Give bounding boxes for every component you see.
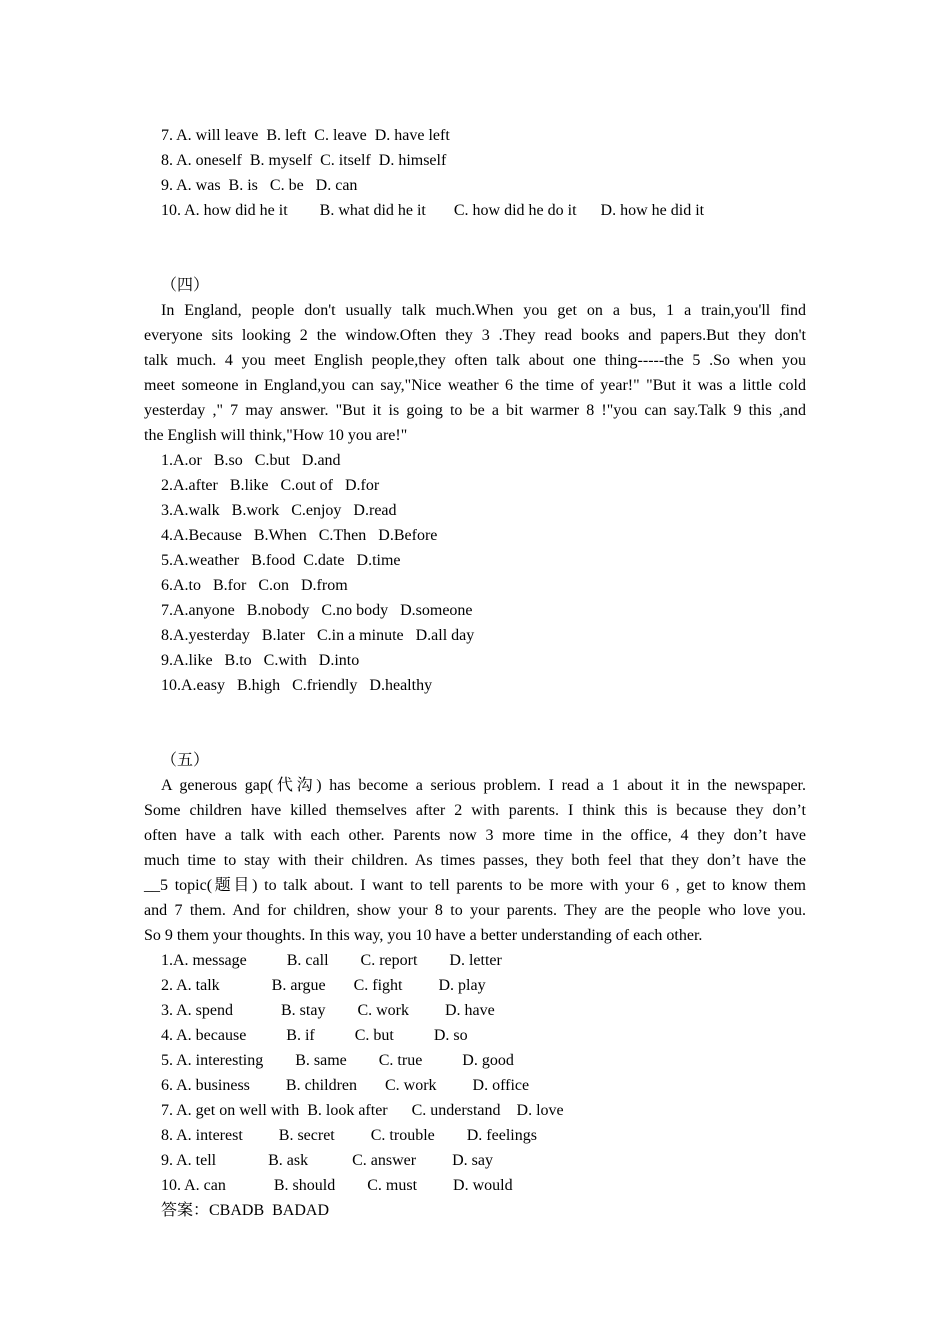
spacer [144, 223, 806, 273]
option-item: 8.A.yesterday B.later C.in a minute D.all day [161, 627, 475, 644]
option-item: 2. A. talk B. argue C. fight D. play [161, 977, 486, 994]
passage-line: talk much. 4 you meet English people,they often talk about one thing-----the 5 .So when you [144, 352, 806, 369]
option-item: 3.A.walk B.work C.enjoy D.read [161, 502, 397, 519]
option-item: 4. A. because B. if C. but D. so [161, 1027, 468, 1044]
passage-line: yesterday ," 7 may answer. "But it is going to be a bit warmer 8 !"you can say.Talk 9 this ,and [144, 402, 806, 419]
option-item: 7. A. get on well with B. look after C. understand D. love [161, 1102, 564, 1119]
option-item: 4.A.Because B.When C.Then D.Before [161, 527, 438, 544]
passage-line: A generous gap(代沟) has become a serious problem. I read a 1 about it in the newspaper. [161, 777, 806, 794]
option-item: 10. A. can B. should C. must D. would [161, 1177, 513, 1194]
option-list [144, 448, 806, 698]
option-item: 8. A. interest B. secret C. trouble D. feelings [161, 1127, 537, 1144]
cloze-passage [144, 298, 806, 448]
option-item: 3. A. spend B. stay C. work D. have [161, 1002, 495, 1019]
question-item: 9. A. was B. is C. be D. can [161, 177, 358, 194]
option-item: 6. A. business B. children C. work D. office [161, 1077, 530, 1094]
question-item: 10. A. how did he it B. what did he it C. how did he do it D. how he did it [161, 202, 705, 219]
passage-line: everyone sits looking 2 the window.Often they 3 .They read books and papers.But they don't [144, 327, 806, 344]
section-five [144, 748, 806, 1223]
option-item: 6.A.to B.for C.on D.from [161, 577, 348, 594]
option-item: 2.A.after B.like C.out of D.for [161, 477, 380, 494]
option-item: 9.A.like B.to C.with D.into [161, 652, 360, 669]
spacer [144, 698, 806, 748]
question-item: 7. A. will leave B. left C. leave D. have left [161, 127, 450, 144]
passage-line: the English will think,"How 10 you are!" [144, 427, 408, 444]
passage-line: __5 topic(题目) to talk about. I want to tell parents to be more with your 6 , get to know them [144, 877, 806, 894]
passage-line: meet someone in England,you can say,"Nice weather 6 the time of year!" "But it was a little cold [144, 377, 806, 394]
answer-key: 答案：CBADB BADAD [161, 1202, 330, 1219]
option-list [144, 948, 806, 1198]
section-heading: （四） [161, 277, 210, 294]
document-page [144, 123, 806, 1223]
passage-line: In England, people don't usually talk much.When you get on a bus, 1 a train,you'll find [161, 302, 806, 319]
option-item: 1.A. message B. call C. report D. letter [161, 952, 502, 969]
question-item: 8. A. oneself B. myself C. itself D. himself [161, 152, 447, 169]
section-heading: （五） [161, 752, 210, 769]
top-question-list [144, 123, 806, 223]
passage-line: much time to stay with their children. As times passes, they both feel that they don’t have the [144, 852, 806, 869]
passage-line: Some children have killed themselves after 2 with parents. I think this is because they don’t [144, 802, 806, 819]
option-item: 9. A. tell B. ask C. answer D. say [161, 1152, 493, 1169]
option-item: 5. A. interesting B. same C. true D. good [161, 1052, 514, 1069]
passage-line: and 7 them. And for children, show your 8 to your parents. They are the people who love you. [144, 902, 806, 919]
passage-line: often have a talk with each other. Parents now 3 more time in the office, 4 they don’t have [144, 827, 806, 844]
option-item: 7.A.anyone B.nobody C.no body D.someone [161, 602, 473, 619]
section-four [144, 273, 806, 698]
passage-line: So 9 them your thoughts. In this way, you 10 have a better understanding of each other. [144, 927, 703, 944]
option-item: 10.A.easy B.high C.friendly D.healthy [161, 677, 433, 694]
cloze-passage [144, 773, 806, 948]
option-item: 1.A.or B.so C.but D.and [161, 452, 341, 469]
option-item: 5.A.weather B.food C.date D.time [161, 552, 401, 569]
